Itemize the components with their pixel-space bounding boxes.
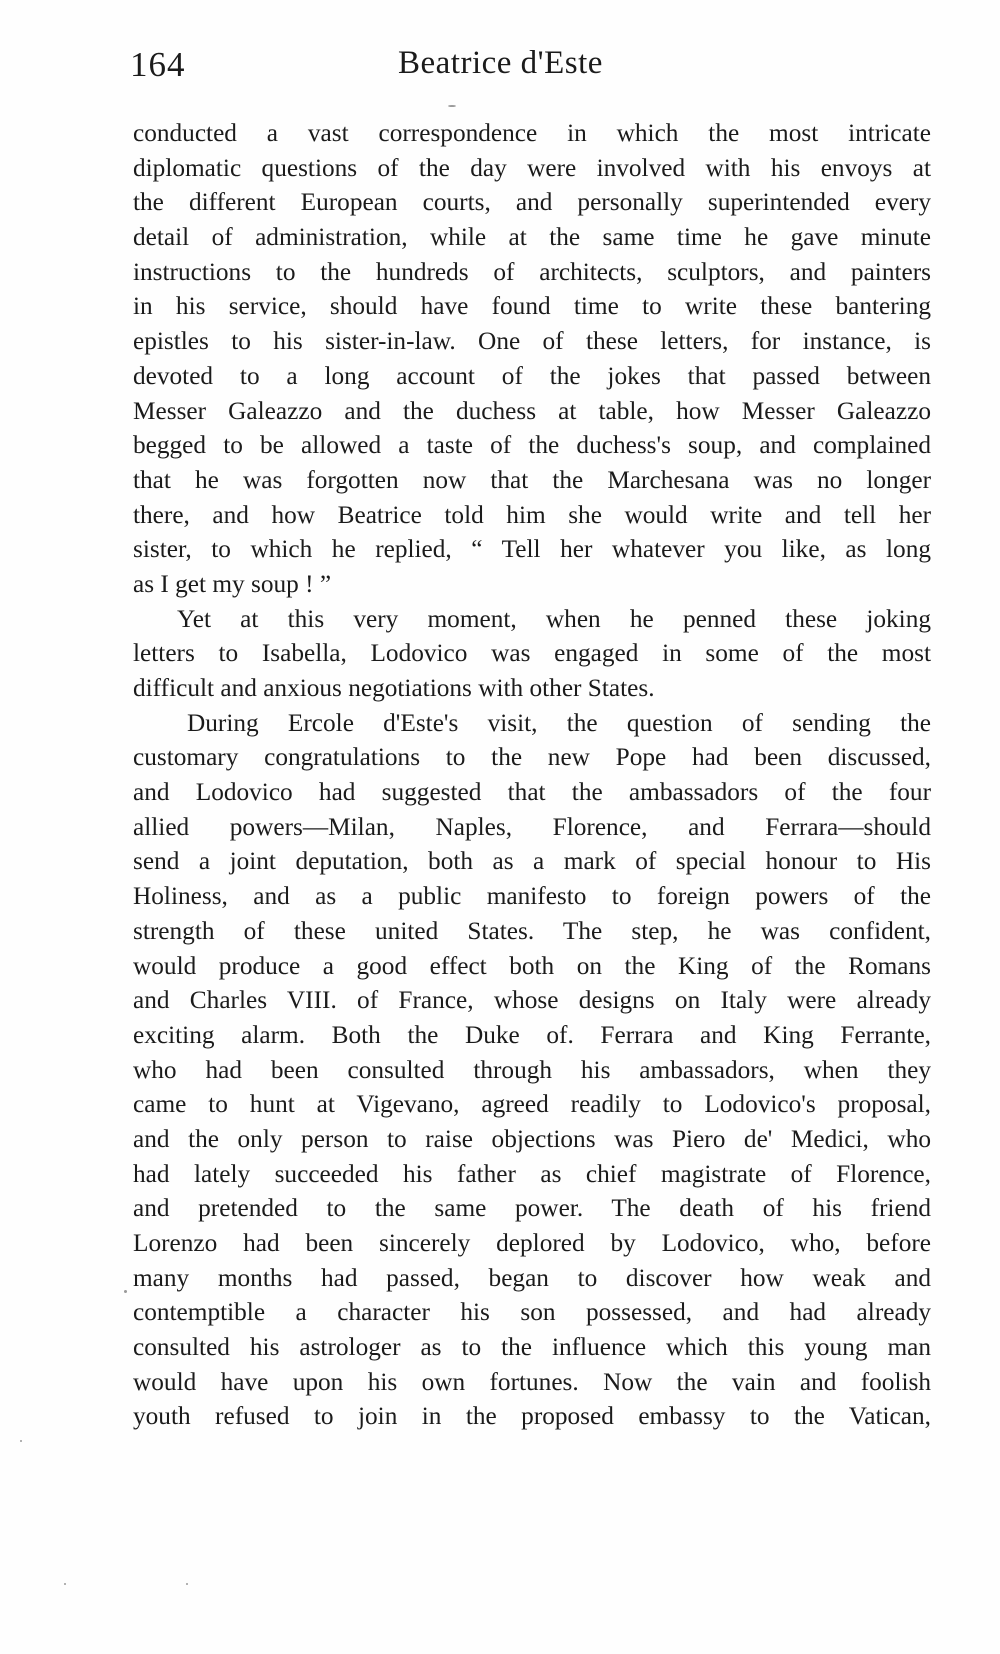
text-line: would produce a good effect both on the King of the Romans bbox=[133, 951, 931, 980]
page-header bbox=[130, 45, 930, 95]
text-line: consulted his astrologer as to the influence which this young man bbox=[133, 1333, 931, 1362]
text-line: strength of these united States. The step, he was confident, bbox=[133, 916, 931, 945]
text-line: epistles to his sister-in-law. One of these letters, for instance, is bbox=[133, 327, 931, 356]
text-line: would have upon his own fortunes. Now the vain and foolish bbox=[133, 1367, 931, 1396]
text-line: customary congratulations to the new Pope had been discussed, bbox=[133, 743, 931, 772]
text-line: and Lodovico had suggested that the ambassadors of the four bbox=[133, 778, 931, 807]
text-line: Holiness, and as a public manifesto to foreign powers of the bbox=[133, 882, 931, 911]
text-line: many months had passed, began to discover how weak and bbox=[133, 1263, 931, 1292]
text-line: and pretended to the same power. The death of his friend bbox=[133, 1194, 931, 1223]
text-line: conducted a vast correspondence in which the most intricate bbox=[133, 119, 931, 147]
text-line: allied powers—Milan, Naples, Florence, and Ferrara—should bbox=[133, 812, 931, 841]
text-line: and Charles VIII. of France, whose designs on Italy were already bbox=[133, 986, 931, 1015]
text-line: Lorenzo had been sincerely deplored by Lodovico, who, before bbox=[133, 1229, 931, 1257]
body-text bbox=[133, 116, 931, 1434]
text-line: as I get my soup ! ” bbox=[133, 569, 332, 598]
running-title: Beatrice d'Este bbox=[398, 45, 603, 81]
text-line: and the only person to raise objections was Piero de' Medici, who bbox=[133, 1124, 931, 1153]
text-line: detail of administration, while at the same time he gave minute bbox=[133, 223, 931, 252]
text-line: the different European courts, and personally superintended every bbox=[133, 188, 931, 217]
text-line: diplomatic questions of the day were involved with his envoys at bbox=[133, 153, 931, 182]
text-line: sister, to which he replied, “ Tell her whatever you like, as long bbox=[133, 535, 931, 564]
text-line: exciting alarm. Both the Duke of. Ferrara and King Ferrante, bbox=[133, 1020, 931, 1049]
text-line: had lately succeeded his father as chief magistrate of Florence, bbox=[133, 1159, 931, 1188]
text-line: letters to Isabella, Lodovico was engaged in some of the most bbox=[133, 639, 931, 668]
scan-speck bbox=[448, 105, 456, 107]
text-line: difficult and anxious negotiations with other States. bbox=[133, 674, 655, 702]
text-line: begged to be allowed a taste of the duchess's soup, and complained bbox=[133, 431, 931, 460]
text-line: came to hunt at Vigevano, agreed readily to Lodovico's proposal, bbox=[133, 1090, 931, 1119]
text-line: During Ercole d'Este's visit, the question of sending the bbox=[187, 708, 931, 737]
text-line: send a joint deputation, both as a mark of special honour to His bbox=[133, 847, 931, 876]
scan-speck bbox=[64, 1583, 66, 1585]
text-line: instructions to the hundreds of architects, sculptors, and painters bbox=[133, 257, 931, 286]
text-line: Yet at this very moment, when he penned these joking bbox=[177, 604, 931, 633]
text-line: devoted to a long account of the jokes that passed between bbox=[133, 361, 931, 390]
text-line: youth refused to join in the proposed embassy to the Vatican, bbox=[133, 1402, 931, 1431]
scan-speck bbox=[20, 1440, 22, 1442]
text-line: in his service, should have found time to write these bantering bbox=[133, 292, 931, 321]
scan-speck bbox=[124, 1290, 127, 1293]
text-line: that he was forgotten now that the Marchesana was no longer bbox=[133, 465, 931, 494]
text-line: contemptible a character his son possessed, and had already bbox=[133, 1298, 931, 1327]
page-number: 164 bbox=[130, 45, 186, 84]
text-line: who had been consulted through his ambassadors, when they bbox=[133, 1055, 931, 1084]
scan-speck bbox=[186, 1583, 188, 1585]
text-line: there, and how Beatrice told him she would write and tell her bbox=[133, 500, 931, 529]
text-line: Messer Galeazzo and the duchess at table, how Messer Galeazzo bbox=[133, 396, 931, 425]
